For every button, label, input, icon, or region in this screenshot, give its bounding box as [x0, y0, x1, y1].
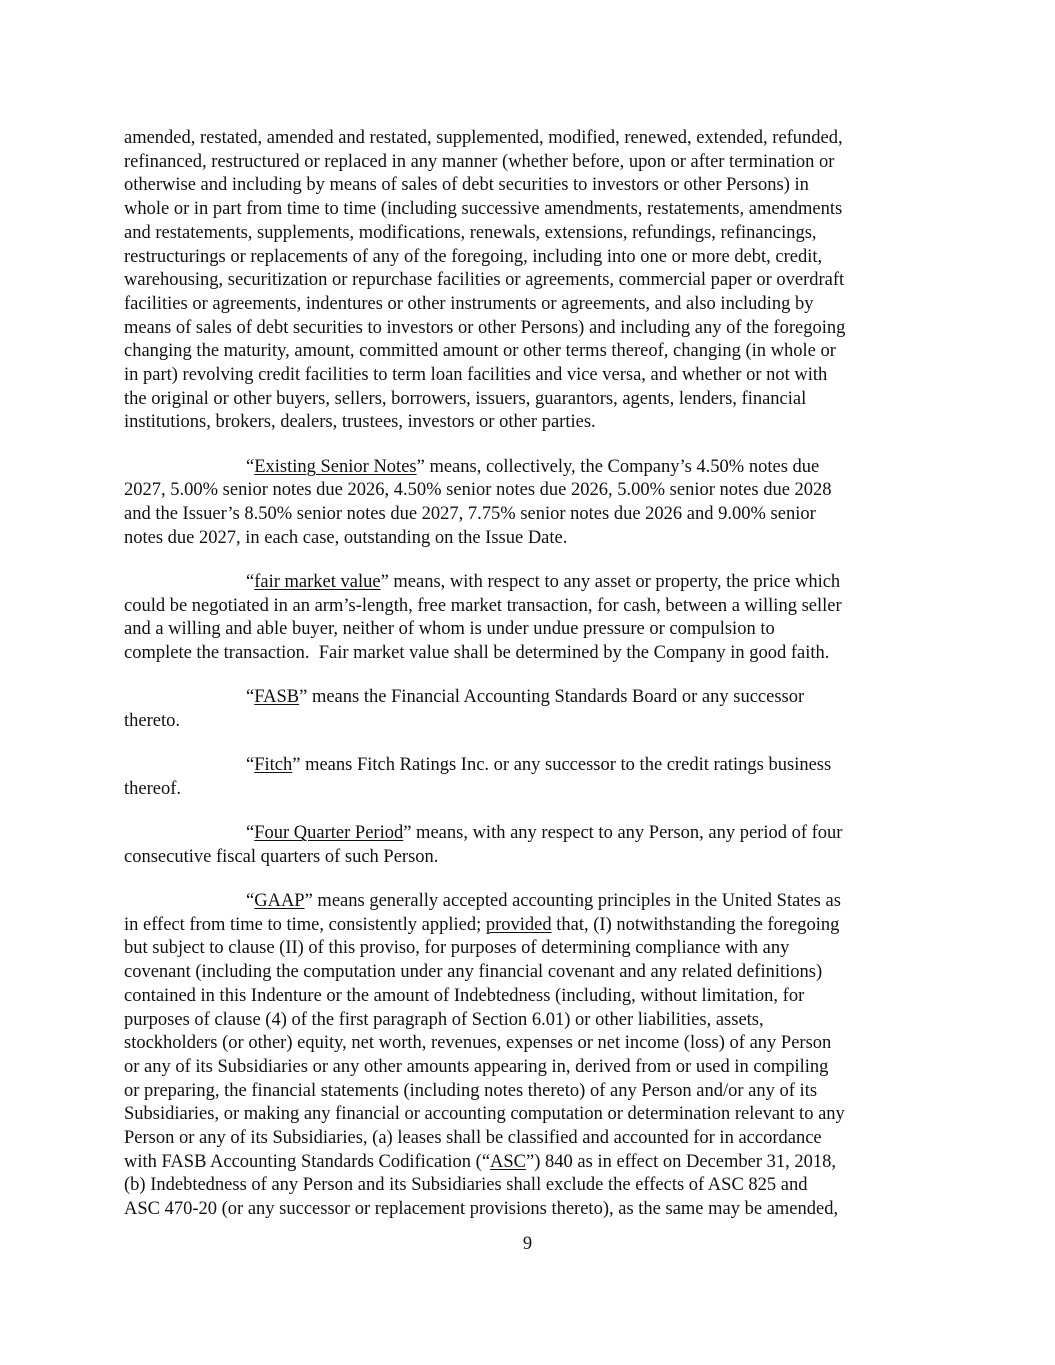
- text-line: facilities or agreements, indentures or other instruments or agreements, and also including by: [124, 293, 814, 314]
- definition-fair-market-value: [124, 571, 944, 666]
- document-page: [124, 127, 944, 1222]
- text-line: refinanced, restructured or replaced in any manner (whether before, upon or after termination or: [124, 151, 835, 172]
- underlined-word: provided: [485, 914, 552, 935]
- text-line: but subject to clause (II) of this proviso, for purposes of determining compliance with any: [124, 938, 790, 959]
- text-line: ASC 470-20 (or any successor or replacement provisions thereto), as the same may be amended,: [124, 1199, 839, 1220]
- definition-first-line: “Four Quarter Period” means, with any respect to any Person, any period of four: [246, 823, 843, 844]
- definition-fitch: [124, 754, 944, 801]
- text-line: in part) revolving credit facilities to term loan facilities and vice versa, and whether or not with: [124, 365, 828, 386]
- text-line: purposes of clause (4) of the first paragraph of Section 6.01) or other liabilities, assets,: [124, 1009, 764, 1030]
- text-line: warehousing, securitization or repurchase facilities or agreements, commercial paper or overdraft: [124, 270, 845, 291]
- defined-term: GAAP: [254, 890, 305, 911]
- text-line: could be negotiated in an arm’s-length, free market transaction, for cash, between a willing seller: [124, 595, 842, 616]
- text-line: restructurings or replacements of any of the foregoing, including into one or more debt, credit,: [124, 246, 823, 267]
- definition-existing-senior-notes: [124, 456, 944, 551]
- defined-term: fair market value: [254, 571, 381, 592]
- text-line: complete the transaction. Fair market value shall be determined by the Company in good faith.: [124, 643, 830, 664]
- page-number: 9: [522, 1234, 533, 1254]
- text-line: and a willing and able buyer, neither of whom is under undue pressure or compulsion to: [124, 619, 775, 640]
- text-line: or any of its Subsidiaries or any other amounts appearing in, derived from or used in compiling: [124, 1056, 829, 1077]
- definition-gaap: [124, 890, 944, 1222]
- defined-term: Four Quarter Period: [254, 823, 404, 844]
- text-line: means of sales of debt securities to investors or other Persons) and including any of the foregoing: [124, 317, 846, 338]
- definition-first-line: “fair market value” means, with respect to any asset or property, the price which: [246, 571, 841, 592]
- text-line: Person or any of its Subsidiaries, (a) leases shall be classified and accounted for in accordance: [124, 1128, 822, 1149]
- definition-first-line: “GAAP” means generally accepted accounting principles in the United States as: [246, 890, 841, 911]
- text-line: (b) Indebtedness of any Person and its Subsidiaries shall exclude the effects of ASC 825 and: [124, 1175, 808, 1196]
- text-line: notes due 2027, in each case, outstanding on the Issue Date.: [124, 527, 568, 548]
- defined-term: ASC: [490, 1151, 527, 1172]
- defined-term: Fitch: [254, 755, 293, 776]
- text-line: covenant (including the computation under any financial covenant and any related definitions): [124, 962, 823, 983]
- definition-four-quarter-period: [124, 822, 944, 869]
- text-line: consecutive fiscal quarters of such Person.: [124, 846, 439, 867]
- defined-term: Existing Senior Notes: [254, 456, 417, 477]
- text-line: in effect from time to time, consistently applied; provided that, (I) notwithstanding the foregoing: [124, 914, 840, 935]
- text-line: otherwise and including by means of sales of debt securities to investors or other Persons) in: [124, 175, 809, 196]
- text-line: Subsidiaries, or making any financial or accounting computation or determination relevant to any: [124, 1104, 845, 1125]
- text-line: amended, restated, amended and restated, supplemented, modified, renewed, extended, refunded,: [124, 128, 843, 148]
- paragraph-continuation: [124, 127, 944, 435]
- definition-first-line: “Fitch” means Fitch Ratings Inc. or any successor to the credit ratings business: [246, 755, 832, 776]
- text-line: or preparing, the financial statements (including notes thereto) of any Person and/or any of its: [124, 1080, 818, 1101]
- text-line: whole or in part from time to time (including successive amendments, restatements, amendments: [124, 199, 843, 220]
- text-line: with FASB Accounting Standards Codification (“ASC”) 840 as in effect on December 31, 2018,: [124, 1151, 836, 1172]
- definition-first-line: “FASB” means the Financial Accounting Standards Board or any successor: [246, 687, 805, 708]
- text-line: and restatements, supplements, modifications, renewals, extensions, refundings, refinancings,: [124, 222, 817, 243]
- definition-first-line: “Existing Senior Notes” means, collectively, the Company’s 4.50% notes due: [246, 456, 820, 477]
- defined-term: FASB: [254, 687, 300, 708]
- text-line: thereof.: [124, 778, 182, 799]
- text-line: stockholders (or other) equity, net worth, revenues, expenses or net income (loss) of any Person: [124, 1033, 832, 1054]
- text-line: thereto.: [124, 710, 180, 731]
- text-line: contained in this Indenture or the amount of Indebtedness (including, without limitation, for: [124, 985, 805, 1006]
- text-line: 2027, 5.00% senior notes due 2026, 4.50% senior notes due 2026, 5.00% senior notes due 2028: [124, 480, 832, 501]
- text-line: changing the maturity, amount, committed amount or other terms thereof, changing (in whole or: [124, 341, 836, 362]
- definition-fasb: [124, 686, 944, 733]
- text-line: the original or other buyers, sellers, borrowers, issuers, guarantors, agents, lenders, financial: [124, 388, 807, 409]
- text-line: institutions, brokers, dealers, trustees, investors or other parties.: [124, 412, 596, 433]
- text-line: and the Issuer’s 8.50% senior notes due 2027, 7.75% senior notes due 2026 and 9.00% senior: [124, 504, 816, 525]
